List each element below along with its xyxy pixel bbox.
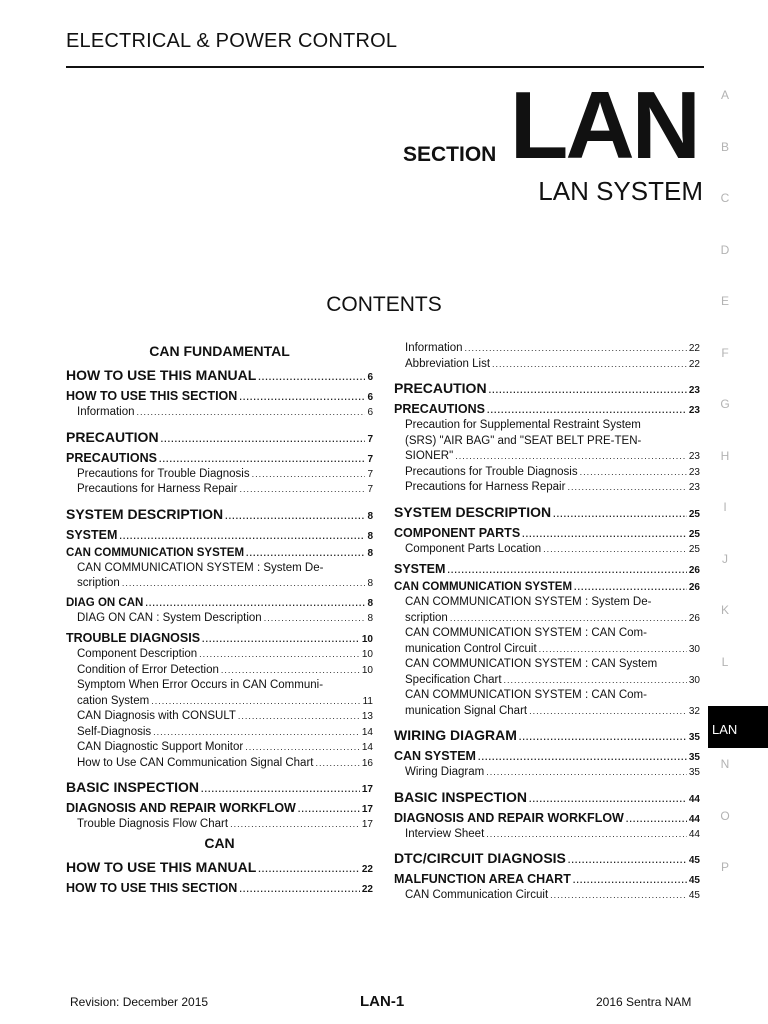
toc-entry-page: 10 (361, 649, 373, 660)
dot-leader (151, 694, 360, 710)
dot-leader (137, 405, 366, 421)
toc-entry-title: Specification Chart (405, 673, 502, 686)
toc-entry[interactable] (394, 504, 700, 520)
side-tab-d[interactable]: D (720, 242, 730, 257)
toc-entry[interactable] (66, 467, 373, 483)
toc-entry-page: 23 (688, 451, 700, 462)
toc-entry[interactable] (394, 642, 700, 658)
dot-leader (122, 576, 366, 592)
toc-entry-page: 17 (361, 804, 373, 815)
toc-entry[interactable] (394, 542, 700, 558)
dot-leader (465, 341, 687, 357)
toc-entry-page: 25 (688, 528, 700, 540)
dot-leader (539, 642, 687, 658)
dot-leader (230, 817, 360, 833)
toc-entry[interactable] (66, 451, 373, 465)
toc-entry-title: WIRING DIAGRAM (394, 727, 517, 743)
toc-entry-title: Abbreviation List (405, 357, 491, 370)
side-index-tabs (708, 84, 742, 908)
dot-leader (264, 611, 366, 627)
toc-entry[interactable] (66, 506, 373, 522)
toc-entry[interactable] (394, 811, 700, 825)
dot-leader (486, 765, 687, 781)
toc-entry-title: CAN Diagnostic Support Monitor (77, 741, 244, 753)
dot-leader (239, 482, 365, 498)
side-tab-b[interactable]: B (720, 139, 729, 154)
toc-entry[interactable] (66, 631, 373, 645)
toc-entry-page: 26 (688, 565, 700, 576)
side-tab-g[interactable]: G (720, 397, 730, 411)
toc-entry-title: PRECAUTION (394, 380, 487, 396)
side-tab-h[interactable]: H (720, 448, 730, 463)
toc-entry-page: 7 (367, 468, 373, 480)
side-tab-lan-active[interactable]: LAN (708, 706, 768, 748)
dot-leader (153, 725, 360, 741)
toc-entry[interactable] (66, 694, 373, 710)
dot-leader (258, 864, 360, 874)
dot-leader (574, 582, 687, 592)
toc-entry[interactable] (394, 704, 700, 720)
toc-entry-page: 11 (362, 695, 373, 707)
toc-entry-title: BASIC INSPECTION (394, 788, 528, 805)
toc-entry-page: 8 (367, 578, 373, 589)
toc-entry-title: Interview Sheet (405, 827, 485, 840)
side-tab-c[interactable]: C (720, 191, 730, 205)
section-label: SECTION (403, 143, 497, 166)
toc-entry-page: 44 (688, 793, 700, 805)
toc-entry-title: munication Signal Chart (405, 704, 528, 717)
toc-entry-title: DTC/CIRCUIT DIAGNOSIS (394, 850, 566, 866)
dot-leader (246, 548, 365, 558)
toc-entry-title: Information (405, 342, 463, 354)
toc-entry-title: Precautions for Trouble Diagnosis (77, 467, 250, 480)
document-header-title: ELECTRICAL & POWER CONTROL (66, 30, 398, 52)
dot-leader (580, 465, 687, 481)
dot-leader (522, 529, 687, 539)
toc-entry-page: 8 (367, 612, 373, 624)
toc-entry-page: 22 (361, 883, 373, 895)
dot-leader (519, 732, 687, 742)
toc-entry-line[interactable]: CAN COMMUNICATION SYSTEM : CAN System (405, 658, 658, 670)
toc-entry-title: HOW TO USE THIS SECTION (66, 389, 238, 403)
toc-entry[interactable] (394, 611, 700, 627)
toc-entry-page: 30 (688, 674, 700, 686)
dot-leader (221, 663, 360, 679)
toc-entry-page: 6 (367, 392, 373, 403)
dot-leader (447, 565, 686, 575)
dot-leader (239, 884, 360, 894)
toc-entry[interactable] (394, 449, 700, 465)
footer-page-number: LAN-1 (360, 993, 405, 1010)
toc-entry-page: 45 (688, 875, 700, 886)
toc-entry-title: HOW TO USE THIS MANUAL (66, 367, 257, 383)
toc-entry-page: 7 (367, 433, 373, 445)
toc-entry-title: HOW TO USE THIS MANUAL (66, 858, 257, 875)
toc-entry-line[interactable]: CAN COMMUNICATION SYSTEM : CAN Com- (405, 627, 647, 639)
toc-entry-page: 13 (361, 711, 373, 722)
toc-entry-page: 7 (367, 453, 373, 465)
header-rule (66, 66, 704, 68)
toc-entry-title: PRECAUTIONS (66, 450, 157, 465)
toc-entry[interactable] (394, 562, 700, 576)
dot-leader (626, 814, 687, 824)
toc-entry-page: 14 (361, 742, 373, 753)
side-tab-j[interactable]: J (722, 551, 728, 566)
toc-entry[interactable] (66, 817, 373, 833)
toc-entry-page: 23 (688, 482, 700, 493)
toc-entry-page: 35 (688, 767, 700, 778)
side-tab-l[interactable]: L (721, 654, 729, 669)
dot-leader (161, 434, 366, 444)
dot-leader (119, 531, 365, 541)
toc-entry[interactable] (66, 547, 373, 559)
toc-entry[interactable] (394, 727, 700, 743)
toc-entry-page: 35 (688, 752, 700, 763)
dot-leader (145, 598, 365, 608)
toc-entry-page: 32 (688, 705, 700, 717)
toc-entry-title: Precautions for Harness Repair (405, 481, 566, 493)
toc-entry-title: SYSTEM DESCRIPTION (394, 503, 552, 520)
toc-entry[interactable] (66, 779, 373, 795)
toc-entry[interactable] (394, 380, 700, 396)
toc-entry[interactable] (394, 827, 700, 843)
toc-entry-title: CAN COMMUNICATION SYSTEM (394, 581, 573, 593)
dot-leader (245, 740, 360, 756)
toc-entry[interactable] (394, 673, 700, 689)
toc-entry[interactable] (66, 482, 373, 498)
toc-entry-line[interactable]: Precaution for Supplemental Restraint System (405, 419, 641, 431)
toc-entry-page: 7 (367, 484, 373, 495)
dot-leader (450, 611, 687, 627)
toc-entry-title: munication Control Circuit (405, 642, 537, 655)
toc-entry[interactable] (66, 367, 373, 383)
toc-entry-page: 44 (688, 828, 700, 840)
toc-entry-title: Information (77, 406, 135, 418)
toc-entry[interactable] (66, 725, 373, 741)
toc-entry-title: DIAG ON CAN : System Description (77, 611, 262, 624)
toc-entry[interactable] (66, 389, 373, 403)
toc-entry-page: 45 (688, 855, 700, 866)
toc-entry-title: COMPONENT PARTS (394, 525, 521, 540)
dot-leader (478, 752, 687, 762)
toc-entry-title: Self-Diagnosis (77, 725, 152, 738)
dot-leader (159, 454, 365, 464)
toc-entry[interactable] (66, 597, 373, 609)
toc-entry[interactable] (66, 405, 373, 421)
toc-entry-page: 8 (367, 597, 373, 609)
toc-entry-title: SYSTEM DESCRIPTION (66, 505, 224, 522)
toc-entry[interactable] (394, 480, 700, 496)
toc-entry-title: BASIC INSPECTION (66, 779, 200, 795)
side-tab-f[interactable]: F (721, 345, 729, 360)
dot-leader (568, 855, 687, 865)
toc-entry[interactable] (394, 402, 700, 416)
toc-left-column (66, 341, 373, 897)
dot-leader (489, 385, 687, 395)
toc-entry-line[interactable]: CAN COMMUNICATION SYSTEM : CAN Com- (405, 689, 647, 701)
toc-entry-title: CAN Diagnosis with CONSULT (77, 710, 236, 722)
dot-leader (529, 704, 687, 720)
toc-entry-title: Trouble Diagnosis Flow Chart (77, 818, 229, 830)
toc-entry[interactable] (66, 881, 373, 895)
side-tab-e[interactable]: E (720, 294, 729, 308)
toc-entry[interactable] (66, 611, 373, 627)
toc-entry[interactable] (394, 789, 700, 805)
dot-leader (199, 647, 360, 663)
toc-entry[interactable] (394, 765, 700, 781)
toc-entry-title: Component Parts Location (405, 542, 542, 555)
toc-entry-page: 17 (361, 784, 373, 795)
toc-entry-title: cation System (77, 694, 150, 707)
dot-leader (543, 542, 687, 558)
side-tab-a[interactable]: A (720, 88, 729, 102)
toc-entry-page: 23 (688, 466, 700, 478)
toc-entry-page: 35 (688, 732, 700, 743)
toc-entry-title: HOW TO USE THIS SECTION (66, 880, 238, 895)
toc-entry[interactable] (66, 756, 373, 772)
toc-entry-title: Component Description (77, 648, 198, 660)
toc-entry-line[interactable]: Symptom When Error Occurs in CAN Communi- (77, 679, 324, 691)
toc-entry-title: TROUBLE DIAGNOSIS (66, 631, 201, 645)
toc-entry-page: 8 (367, 530, 373, 542)
dot-leader (550, 888, 687, 904)
toc-entry-title: DIAGNOSIS AND REPAIR WORKFLOW (394, 810, 624, 825)
toc-entry[interactable] (394, 341, 700, 357)
toc-right-column (394, 341, 700, 904)
toc-entry-page: 8 (367, 547, 373, 559)
side-tab-o[interactable]: O (720, 808, 730, 823)
toc-entry-page: 22 (688, 343, 700, 354)
toc-entry-title: CAN COMMUNICATION SYSTEM (66, 546, 245, 559)
contents-title: CONTENTS (326, 293, 442, 316)
toc-entry-title: DIAG ON CAN (66, 596, 144, 609)
toc-entry[interactable] (66, 740, 373, 756)
toc-group-heading: CAN (204, 834, 235, 851)
toc-entry-title: How to Use CAN Communication Signal Chart (77, 756, 314, 769)
side-tab-n[interactable]: N (720, 757, 730, 771)
toc-entry-title: SIONER" (405, 450, 454, 462)
dot-leader (487, 405, 687, 415)
dot-leader (492, 357, 687, 373)
footer-model: 2016 Sentra NAM (596, 995, 692, 1009)
dot-leader (239, 392, 365, 402)
toc-entry-title: DIAGNOSIS AND REPAIR WORKFLOW (66, 801, 296, 815)
toc-entry-title: scription (405, 611, 448, 624)
toc-entry-title: Condition of Error Detection (77, 663, 219, 676)
dot-leader (553, 509, 687, 519)
toc-entry[interactable] (66, 663, 373, 679)
toc-entry-page: 22 (688, 358, 700, 370)
toc-entry-page: 16 (361, 757, 373, 769)
toc-entry[interactable] (394, 749, 700, 763)
toc-entry-line[interactable]: CAN COMMUNICATION SYSTEM : System De- (405, 596, 652, 608)
toc-entry-title: CAN Communication Circuit (405, 889, 549, 901)
toc-entry-page: 23 (688, 385, 700, 396)
toc-entry-page: 25 (688, 508, 700, 520)
side-tab-p[interactable]: P (720, 860, 729, 874)
toc-entry[interactable] (66, 528, 373, 542)
toc-entry-page: 44 (688, 813, 700, 825)
toc-entry-title: Precautions for Trouble Diagnosis (405, 465, 578, 478)
toc-entry-page: 25 (688, 543, 700, 555)
toc-entry[interactable] (66, 709, 373, 725)
toc-entry-title: SYSTEM (394, 562, 446, 576)
toc-entry-page: 26 (688, 582, 700, 593)
toc-group-heading: CAN FUNDAMENTAL (149, 343, 290, 359)
toc-entry-title: PRECAUTIONS (394, 402, 485, 416)
toc-entry[interactable] (66, 429, 373, 445)
side-tab-i[interactable]: I (723, 500, 727, 514)
section-name: LAN SYSTEM (538, 176, 703, 206)
toc-entry-title: Wiring Diagram (405, 766, 485, 778)
toc-entry-title: SYSTEM (66, 527, 118, 542)
dot-leader (238, 709, 360, 725)
toc-entry[interactable] (394, 526, 700, 540)
toc-entry[interactable] (66, 859, 373, 875)
toc-entry-title: Precautions for Harness Repair (77, 483, 238, 495)
toc-entry-page: 6 (367, 372, 373, 383)
dot-leader (225, 511, 365, 521)
toc-entry[interactable] (66, 576, 373, 592)
dot-leader (201, 784, 360, 794)
dot-leader (504, 673, 687, 689)
dot-leader (567, 480, 686, 496)
dot-leader (258, 372, 365, 382)
dot-leader (573, 875, 687, 885)
toc-entry-line[interactable]: CAN COMMUNICATION SYSTEM : System De- (77, 561, 324, 574)
section-code: LAN (509, 72, 698, 179)
toc-entry[interactable] (394, 357, 700, 373)
dot-leader (252, 467, 366, 483)
side-tab-k[interactable]: K (720, 603, 729, 617)
dot-leader (298, 804, 360, 814)
toc-entry-page: 30 (688, 643, 700, 655)
toc-entry-page: 45 (688, 890, 700, 901)
toc-entry-title: PRECAUTION (66, 428, 159, 445)
toc-entry-title: MALFUNCTION AREA CHART (394, 872, 571, 886)
toc-entry-title: scription (77, 577, 120, 589)
toc-entry[interactable] (66, 647, 373, 663)
toc-entry[interactable] (394, 872, 700, 886)
toc-entry[interactable] (394, 581, 700, 593)
toc-entry-page: 6 (367, 407, 373, 418)
toc-entry-page: 10 (361, 664, 373, 676)
toc-entry-page: 23 (688, 405, 700, 416)
toc-entry-page: 10 (361, 634, 373, 645)
toc-entry[interactable] (394, 465, 700, 481)
toc-entry-title: CAN SYSTEM (394, 749, 476, 763)
toc-entry-page: 8 (367, 510, 373, 522)
dot-leader (486, 827, 687, 843)
toc-entry-page: 17 (361, 819, 373, 830)
dot-leader (315, 756, 359, 772)
toc-entry-line[interactable]: (SRS) "AIR BAG" and "SEAT BELT PRE-TEN- (405, 434, 642, 447)
dot-leader (529, 794, 687, 804)
toc-entry-page: 22 (361, 863, 373, 875)
dot-leader (202, 634, 360, 644)
toc-entry[interactable] (66, 801, 373, 815)
toc-entry[interactable] (394, 888, 700, 904)
toc-entry-page: 26 (688, 612, 700, 624)
toc-entry-page: 14 (361, 726, 373, 738)
toc-entry[interactable] (394, 850, 700, 866)
dot-leader (455, 449, 687, 465)
footer-revision: Revision: December 2015 (70, 995, 209, 1009)
